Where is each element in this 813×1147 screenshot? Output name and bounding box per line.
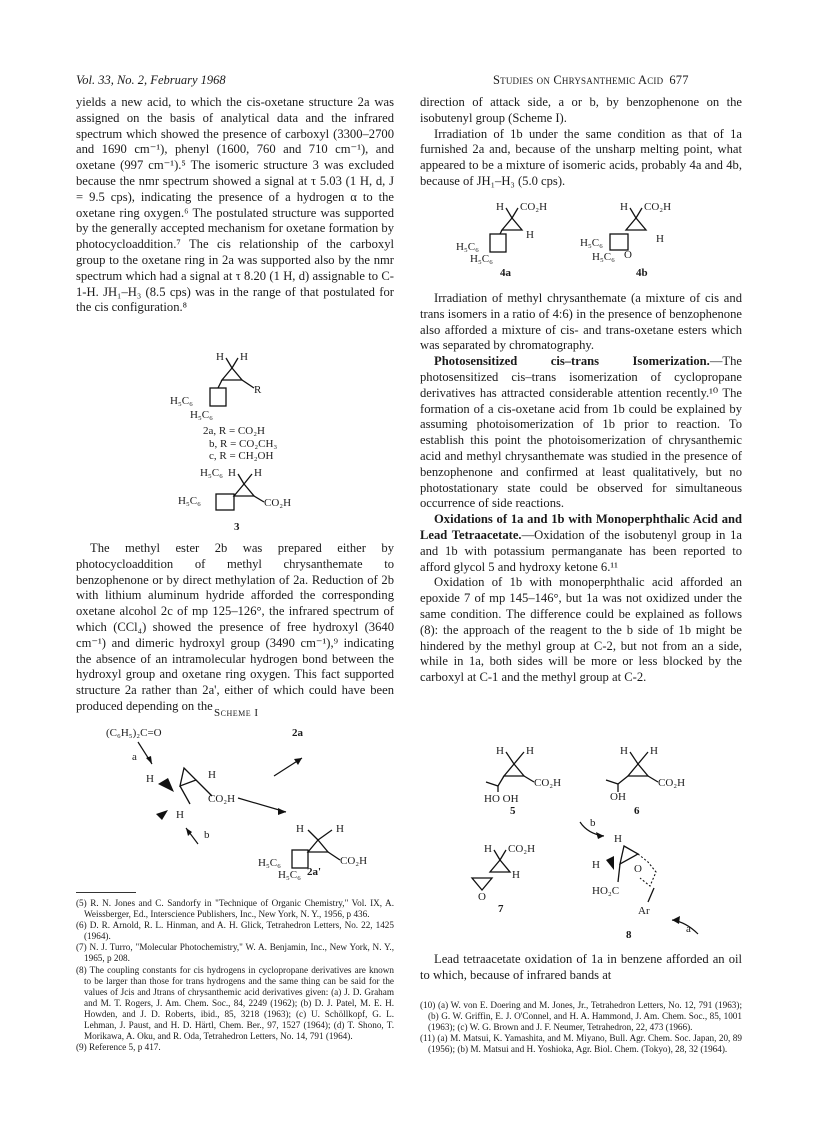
- s2-r: R: [254, 384, 262, 396]
- s7-number: 7: [498, 903, 504, 915]
- structure-2: [170, 348, 330, 422]
- scheme-1: [96, 720, 396, 880]
- s5-co2h: CO₂H: [534, 777, 562, 789]
- s3-ph1: H₅C₆: [200, 467, 223, 479]
- structure-4a: [456, 198, 576, 280]
- structure-5: [476, 742, 586, 816]
- s2-ph1: H₅C₆: [170, 395, 193, 407]
- s5-hooh: HO OH: [484, 793, 519, 805]
- scheme-h2: H: [208, 769, 216, 781]
- s8-o: O: [634, 863, 642, 875]
- s4b-h: H: [620, 201, 628, 213]
- scheme-h1: H: [146, 773, 154, 785]
- scheme-product-2a-prime: 2a': [307, 866, 322, 878]
- right-paragraph-1: direction of attack side, a or b, by benzophenone on the isobutenyl group (Scheme I).: [420, 95, 742, 125]
- structure-3: [170, 464, 330, 534]
- structure-4b: [580, 198, 700, 280]
- footnotes-right: [420, 1000, 742, 1055]
- caption-2a: 2a, R = CO₂H: [203, 425, 265, 437]
- structure-2-drawing: [170, 348, 330, 422]
- s6-h2: H: [650, 745, 658, 757]
- s3-number: 3: [234, 521, 240, 533]
- s7-o: O: [478, 891, 486, 903]
- s4b-ph2: H₅C₆: [592, 251, 615, 263]
- s8-h2: H: [592, 859, 600, 871]
- right-column-top: [420, 95, 742, 190]
- s3-ph2: H₅C₆: [178, 495, 201, 507]
- scheme-a: a: [132, 751, 137, 763]
- s4a-co2h: CO₂H: [520, 201, 548, 213]
- right-paragraph-7: Lead tetraacetate oxidation of 1a in benzene afforded an oil to which, because of infrared bands at: [420, 952, 742, 982]
- structure-7-drawing: [462, 840, 572, 916]
- s4a-ph1: H₅C₆: [456, 241, 479, 253]
- scheme-p2-co2h: CO₂H: [340, 855, 368, 867]
- s6-co2h: CO₂H: [658, 777, 686, 789]
- s2-h2: H: [240, 351, 248, 363]
- running-head-left: Vol. 33, No. 2, February 1968: [76, 73, 226, 87]
- scheme-h3: H: [176, 809, 184, 821]
- structure-8: [574, 812, 714, 942]
- scheme-p2-h1: H: [296, 823, 304, 835]
- right-column-middle: [420, 291, 742, 686]
- s7-h2: H: [512, 869, 520, 881]
- s5-number: 5: [510, 805, 516, 816]
- footnotes-left: [76, 898, 394, 1053]
- scheme-p2-ph1: H₅C₆: [258, 857, 281, 869]
- scheme-co2h: CO₂H: [208, 793, 236, 805]
- s4b-co2h: CO₂H: [644, 201, 672, 213]
- footnote-9: (9) Reference 5, p 417.: [76, 1042, 161, 1053]
- s8-ar: Ar: [638, 905, 650, 917]
- s6-number: 6: [634, 805, 640, 816]
- structure-2-captions: [203, 425, 277, 463]
- running-title: Studies on Chrysanthemic Acid: [493, 73, 664, 87]
- s4a-h: H: [496, 201, 504, 213]
- structure-4b-drawing: [580, 198, 700, 280]
- right-paragraph-4-body: —The photosensitized cis–trans isomerization of cyclopropane derivatives has attracted considerable attention recently.¹⁰ The formation of a cis-oxetane acid from 1b could be explained by assuming photoisomerization of 1b prior to reaction. To establish this point the photoisomerization of chrysanthemic acid and methyl chrysanthemate was studied in the presence of benzophenone and confirmed at least qualitatively, but no photostationary state could be observed for simultaneous occurrence of side reactions.: [420, 354, 742, 511]
- structure-5-drawing: [476, 742, 586, 816]
- s8-h1: H: [614, 833, 622, 845]
- s4a-ph2: H₅C₆: [470, 253, 493, 265]
- running-head-right: [493, 73, 689, 88]
- s7-h1: H: [484, 843, 492, 855]
- left-paragraph-1: yields a new acid, to which the cis-oxetane structure 2a was assigned on the basis of analytical data and the infrared spectrum which showed the presence of carboxyl (3300–2700 and 1690 cm⁻¹), phenyl (1600, 760 and 710 cm⁻¹), and oxetane (997 cm⁻¹).⁵ The isomeric structure 3 was excluded because the nmr spectrum showed a signal at τ 5.03 (1 H, d, J = 9.5 cps), indicating the presence of a hydrogen α to the oxetane ring oxygen.⁶ The postulated structure was supported by the generally accepted mechanism for oxetane formation by photocycloaddition.⁷ The cis relationship of the carboxyl group to the oxetane ring in 2a was supported also by the nmr spectrum which had a signal at τ 8.20 (1 H, d) assignable to C-1-H. JH₁–H₃ (8.5 cps) was in the range of that postulated for the cis configuration.⁸: [76, 95, 394, 315]
- scheme-p2-h2: H: [336, 823, 344, 835]
- s4b-h2: H: [656, 233, 664, 245]
- s3-co2h: CO₂H: [264, 497, 292, 509]
- s4b-ph1: H₅C₆: [580, 237, 603, 249]
- structure-4a-drawing: [456, 198, 576, 280]
- s3-h2: H: [254, 467, 262, 479]
- structure-8-drawing: [574, 812, 714, 942]
- structure-6: [600, 742, 710, 816]
- right-column-bottom: [420, 952, 742, 984]
- s2-ph2: H₅C₆: [190, 409, 213, 421]
- structure-7: [462, 840, 572, 916]
- s6-h1: H: [620, 745, 628, 757]
- s4b-number: 4b: [636, 267, 648, 279]
- s8-a: a: [686, 923, 691, 935]
- s3-h1: H: [228, 467, 236, 479]
- s8-number: 8: [626, 929, 632, 941]
- footnote-11: (11) (a) M. Matsui, K. Yamashita, and M. Miyano, Bull. Agr. Chem. Soc. Japan, 20, 89 (1956); (b) M. Matsui and H. Yoshioka, Agr. Biol. Chem. (Tokyo), 28, 32 (1964).: [420, 1033, 742, 1055]
- right-paragraph-3: Irradiation of methyl chrysanthemate (a mixture of cis and trans isomers in a ratio of 4:6) in the presence of benzophenone also afforded a mixture of cis- and trans-oxetane esters which was separated by chromatography.: [420, 291, 742, 353]
- scheme-p2-ph2: H₅C₆: [278, 869, 301, 880]
- s5-h2: H: [526, 745, 534, 757]
- s4b-o: O: [624, 249, 632, 261]
- scheme-b: b: [204, 829, 210, 841]
- left-column-bottom: [76, 541, 394, 715]
- right-paragraph-6: Oxidation of 1b with monoperphthalic acid afforded an epoxide 7 of mp 145–146°, but 1a was not oxidized under the same condition. The difference could be explained as follows (8): the approach of the reagent to the b side of 1b might be hindered by the methyl group at C-2, but not from an a side, while in 1a, both sides will be more or less blocked by the carboxyl at C-1 and the methyl group at C-2.: [420, 575, 742, 685]
- s6-oh: OH: [610, 791, 626, 803]
- structure-3-drawing: [170, 464, 330, 534]
- s7-co2h: CO₂H: [508, 843, 536, 855]
- s8-ho2c: HO₂C: [592, 885, 620, 897]
- caption-2b: b, R = CO₂CH₃: [209, 437, 278, 450]
- right-paragraph-2: Irradiation of 1b under the same condition as that of 1a furnished 2a and, because of the unsharp melting point, what appeared to be a mixture of isomeric acids, probably 4a and 4b, because of JH₁–H₃ (5.0 cps).: [420, 126, 742, 188]
- s2-h1: H: [216, 351, 224, 363]
- left-column-top: [76, 95, 394, 316]
- scheme-reagent: (C₆H₅)₂C=O: [106, 727, 162, 739]
- footnote-6: (6) D. R. Arnold, R. L. Hinman, and A. H. Glick, Tetrahedron Letters, No. 22, 1425 (1964).: [76, 920, 394, 942]
- footnote-5: (5) R. N. Jones and C. Sandorfy in "Technique of Organic Chemistry," Vol. IX, A. Weissberger, Ed., Interscience Publishers, Inc., New York, N. Y., 1956, p 436.: [76, 898, 394, 920]
- right-paragraph-5-body: —Oxidation of the isobutenyl group in 1a and 1b with potassium permanganate has been reported to afford glycol 5 and hydroxy ketone 6.¹¹: [420, 527, 743, 574]
- section-heading-isomerization: Photosensitized cis–trans Isomerization.: [434, 354, 710, 369]
- footnote-7: (7) N. J. Turro, "Molecular Photochemistry," W. A. Benjamin, Inc., New York, N. Y., 1965, p 208.: [76, 942, 394, 964]
- footnote-rule: [76, 892, 136, 893]
- section-heading-oxidations: Oxidations of 1a and 1b with Monoperphthalic Acid and Lead Tetraacetate.: [420, 512, 742, 542]
- s4a-number: 4a: [500, 267, 511, 279]
- structure-6-drawing: [600, 742, 710, 816]
- s8-b: b: [590, 817, 596, 829]
- s4a-h2: H: [526, 229, 534, 241]
- right-paragraph-5: [420, 512, 742, 575]
- s5-h1: H: [496, 745, 504, 757]
- scheme-1-drawing: [96, 720, 396, 880]
- caption-2c: c, R = CH₂OH: [209, 450, 274, 462]
- footnote-10: (10) (a) W. von E. Doering and M. Jones, Jr., Tetrahedron Letters, No. 12, 791 (1963); (b) G. W. Griffin, E. J. O'Connel, and H. A. Hammond, J. Am. Chem. Soc., 85, 1001 (1963); (c) W. G. Brown and J. F. Neumer, Tetrahedron, 22, 473 (1966).: [420, 1000, 742, 1033]
- left-paragraph-2: The methyl ester 2b was prepared either by photocycloaddition of methyl chrysanthemate to benzophenone or by direct methylation of 2a. Reduction of 2b with lithium aluminum hydride afforded the corresponding oxetane alcohol 2c of mp 125–126°, the infrared spectrum of which (CCl₄) showed the presence of free hydroxyl (3640 cm⁻¹) and dimeric hydroxyl group (3490 cm⁻¹),⁹ indicating the absence of an intramolecular hydrogen bond between the hydroxyl group and oxetane ring oxygen. This fact supported structure 2a rather than 2a', either of which could have been produced depending on the: [76, 541, 394, 713]
- footnote-8: (8) The coupling constants for cis hydrogens in cyclopropane derivatives are known to be larger than those for trans hydrogens and the same thing can be said for the values of Jcis and Jtrans of chrysanthemic acid derivatives given: (a) J. D. Graham and M. T. Rogers, J. Am. Chem. Soc., 84, 2249 (1962); (b) D. J. Patel, M. E. H. Howden, and J. D. Roberts, ibid., 85, 3218 (1963); (c) U. Schöllkopf, G. L. Lehman, J. Paust, and H. D. Härtl, Chem. Ber., 97, 1527 (1964); (d) T. Shono, T. Morikawa, A. Oku, and R. Oda, Tetrahedron Letters, No. 14, 791 (1964).: [76, 964, 394, 1042]
- right-paragraph-4: [420, 354, 742, 512]
- scheme-product-2a: 2a: [292, 727, 303, 739]
- scheme-title: Scheme I: [214, 707, 259, 719]
- page-number: 677: [669, 73, 689, 87]
